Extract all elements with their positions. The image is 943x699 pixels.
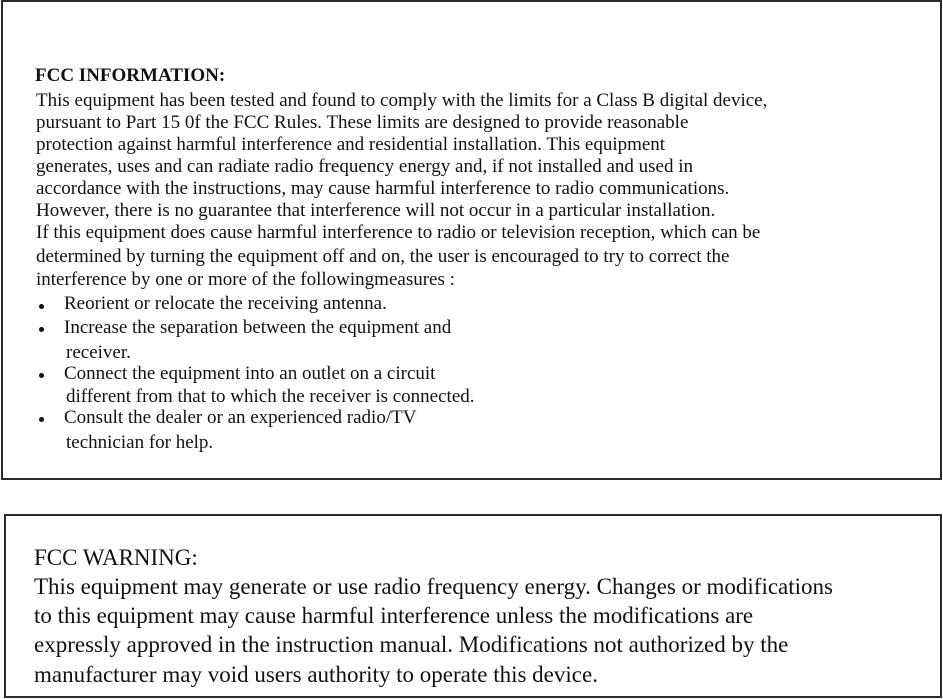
bullet-icon (39, 373, 44, 378)
fcc-information-line: interference by one or more of the followingmeasures : (36, 269, 455, 290)
bullet-icon (39, 327, 44, 332)
fcc-information-line: However, there is no guarantee that interference will not occur in a particular installation. (36, 200, 716, 221)
fcc-warning-line: manufacturer may void users authority to operate this device. (34, 662, 598, 687)
measure-text: Consult the dealer or an experienced radio/TV (64, 407, 417, 428)
fcc-warning-box (4, 514, 942, 698)
fcc-information-box (1, 0, 942, 480)
fcc-warning-line: expressly approved in the instruction manual. Modifications not authorized by the (34, 632, 789, 657)
fcc-warning-line: This equipment may generate or use radio frequency energy. Changes or modifications (34, 574, 833, 599)
fcc-warning-title: FCC WARNING: (34, 545, 198, 570)
fcc-warning-line: to this equipment may cause harmful interference unless the modifications are (34, 603, 754, 628)
fcc-information-line: pursuant to Part 15 0f the FCC Rules. These limits are designed to provide reasonable (36, 112, 689, 133)
fcc-information-title: FCC INFORMATION: (35, 65, 226, 86)
fcc-information-line: generates, uses and can radiate radio frequency energy and, if not installed and used in (36, 156, 694, 177)
measure-text: Reorient or relocate the receiving antenna. (64, 293, 387, 314)
measure-text-continued: different from that to which the receiver is connected. (66, 386, 475, 407)
bullet-icon (39, 417, 44, 422)
fcc-information-line: protection against harmful interference and residential installation. This equipment (36, 134, 666, 155)
measure-text: Increase the separation between the equipment and (64, 317, 452, 338)
fcc-information-line: If this equipment does cause harmful interference to radio or television reception, which can be (36, 222, 761, 243)
measure-text-continued: technician for help. (66, 432, 214, 453)
bullet-icon (39, 304, 44, 309)
fcc-information-line: accordance with the instructions, may cause harmful interference to radio communications. (36, 178, 730, 199)
measure-text-continued: receiver. (66, 342, 131, 363)
measure-text: Connect the equipment into an outlet on a circuit (64, 363, 436, 384)
fcc-information-line: determined by turning the equipment off and on, the user is encouraged to try to correct the (36, 246, 730, 267)
fcc-information-line: This equipment has been tested and found to comply with the limits for a Class B digital device, (36, 90, 768, 111)
